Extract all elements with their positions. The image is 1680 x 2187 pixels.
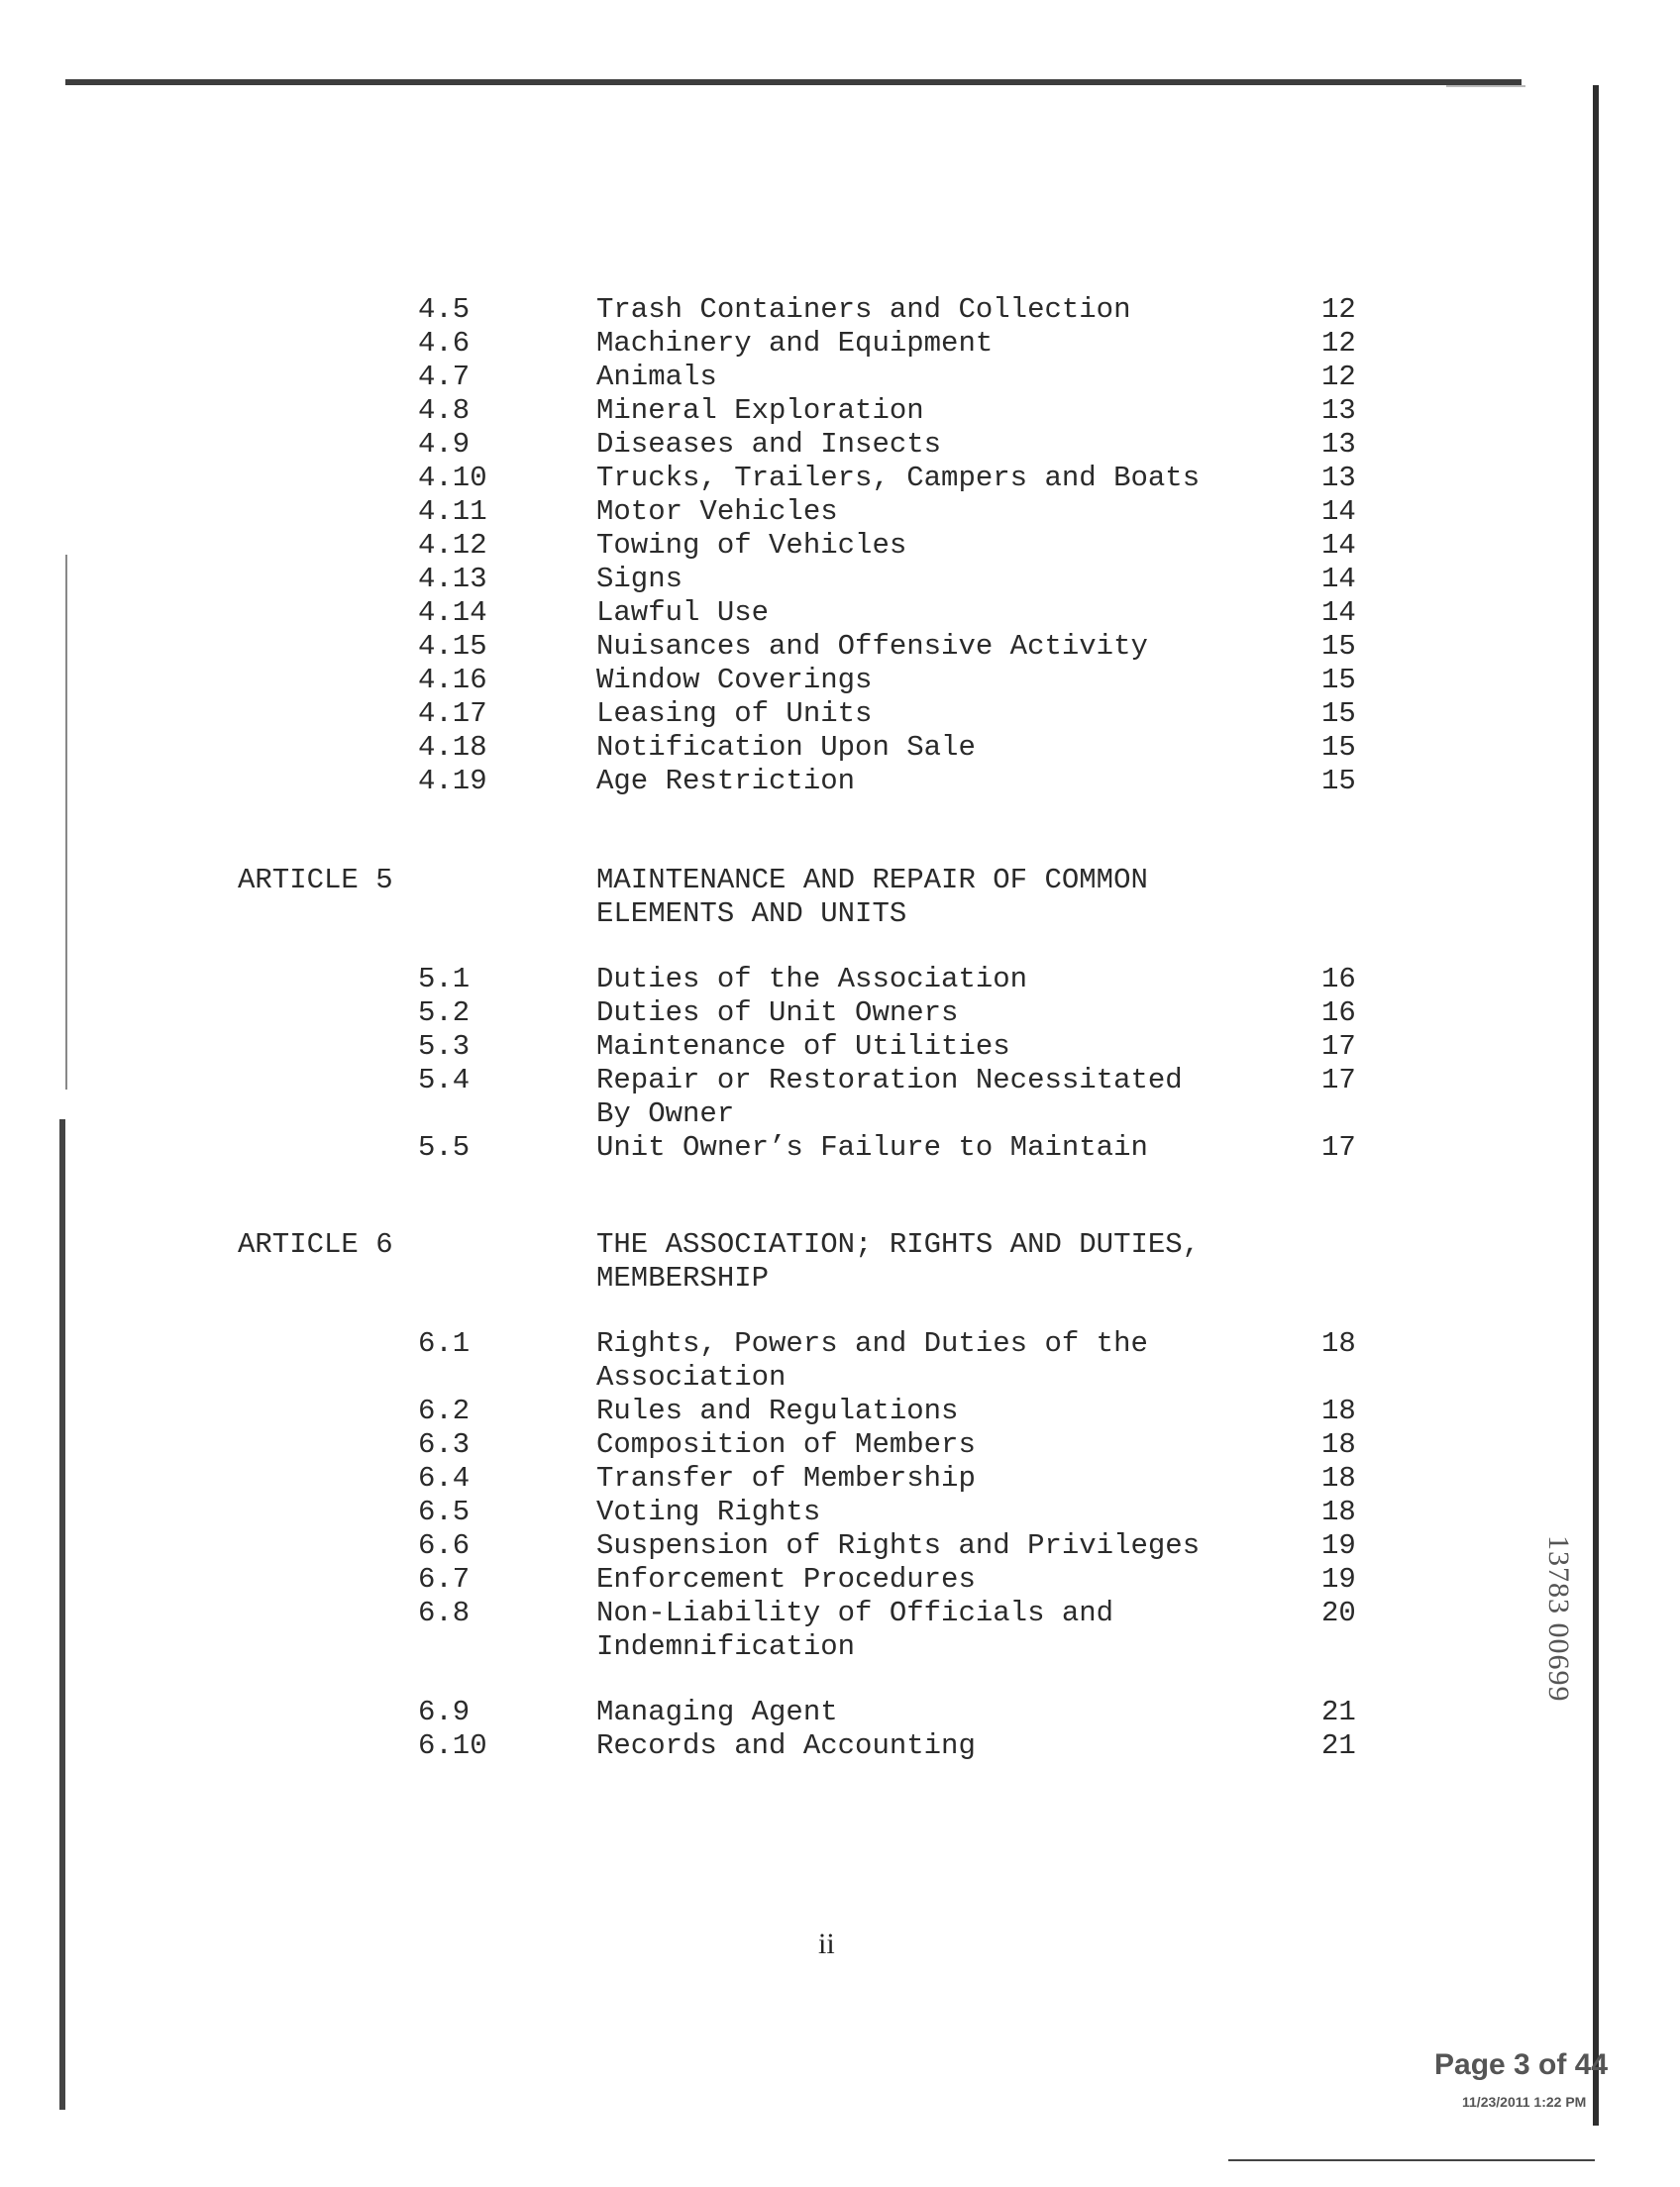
toc-row-title: Mineral Exploration (596, 394, 924, 427)
toc-row-page: 16 (1321, 996, 1356, 1029)
toc-row-title: Records and Accounting (596, 1729, 976, 1762)
toc-row-page: 14 (1321, 529, 1356, 562)
toc-row-number: 5.1 (418, 963, 471, 995)
toc-row-page: 18 (1321, 1395, 1356, 1427)
toc-row-page: 14 (1321, 596, 1356, 629)
toc-row-title: Maintenance of Utilities (596, 1030, 1010, 1063)
toc-row-page: 17 (1321, 1030, 1356, 1063)
toc-row-title: Animals (596, 361, 717, 393)
stamp-date: 11/23/2011 1:22 PM (1462, 2094, 1587, 2110)
toc-row-page: 15 (1321, 765, 1356, 797)
toc-row-title: Trash Containers and Collection (596, 293, 1131, 326)
toc-row-page: 13 (1321, 428, 1356, 461)
toc-row-number: 6.9 (418, 1696, 471, 1728)
toc-row-number: 6.8 (418, 1597, 471, 1629)
toc-row-number: 5.2 (418, 996, 471, 1029)
toc-row-page: 15 (1321, 664, 1356, 696)
toc-row-title: Motor Vehicles (596, 495, 838, 528)
footer-page-number: ii (818, 1927, 835, 1960)
top-rule (65, 79, 1522, 85)
toc-row-number: 4.15 (418, 630, 487, 663)
toc-row-title: Duties of Unit Owners (596, 996, 959, 1029)
toc-row-title: Unit Owner’s Failure to Maintain (596, 1131, 1148, 1164)
toc-row-title: Non-Liability of Officials and (596, 1597, 1114, 1629)
toc-row-page: 12 (1321, 361, 1356, 393)
toc-row-title: Machinery and Equipment (596, 327, 994, 360)
page-stamp: Page 3 of 44 (1434, 2048, 1609, 2081)
toc-row-title: Suspension of Rights and Privileges (596, 1529, 1201, 1562)
toc-row-page: 18 (1321, 1462, 1356, 1495)
toc-row-page: 15 (1321, 731, 1356, 764)
toc-row-title: Voting Rights (596, 1496, 821, 1528)
toc-row-number: 4.11 (418, 495, 487, 528)
toc-row-number: 5.3 (418, 1030, 471, 1063)
toc-row-number: 4.16 (418, 664, 487, 696)
toc-row-page: 15 (1321, 630, 1356, 663)
toc-row-number: 4.19 (418, 765, 487, 797)
toc-row-title: Nuisances and Offensive Activity (596, 630, 1148, 663)
toc-row-number: 4.18 (418, 731, 487, 764)
toc-row-title: Leasing of Units (596, 697, 873, 730)
toc-row-number: 6.6 (418, 1529, 471, 1562)
side-recording-number: 13783 00699 (1542, 1535, 1575, 1703)
toc-row-number: 4.8 (418, 394, 471, 427)
toc-row-number: 6.5 (418, 1496, 471, 1528)
toc-row-number: 4.13 (418, 563, 487, 595)
toc-row-title: By Owner (596, 1097, 735, 1130)
toc-row-page: 21 (1321, 1729, 1356, 1762)
toc-row-title: Rights, Powers and Duties of the (596, 1327, 1148, 1360)
toc-row-number: 4.6 (418, 327, 471, 360)
toc-row-page: 18 (1321, 1496, 1356, 1528)
toc-row-title: Association (596, 1361, 787, 1394)
toc-row-page: 12 (1321, 327, 1356, 360)
toc-row-title: Signs (596, 563, 683, 595)
article-label: ARTICLE 5 (238, 864, 393, 896)
toc-row-page: 14 (1321, 495, 1356, 528)
toc-row-page: 17 (1321, 1064, 1356, 1096)
toc-row-page: 12 (1321, 293, 1356, 326)
toc-row-title: Window Coverings (596, 664, 873, 696)
article-title: ELEMENTS AND UNITS (596, 897, 907, 930)
toc-row-number: 5.5 (418, 1131, 471, 1164)
toc-row-page: 20 (1321, 1597, 1356, 1629)
toc-row-number: 6.4 (418, 1462, 471, 1495)
toc-row-title: Indemnification (596, 1630, 856, 1663)
article-title: THE ASSOCIATION; RIGHTS AND DUTIES, (596, 1228, 1201, 1261)
top-rule-fade (1446, 85, 1525, 87)
toc-row-page: 13 (1321, 394, 1356, 427)
left-edge-mark (59, 1119, 65, 2110)
article-title: MEMBERSHIP (596, 1262, 770, 1295)
toc-row-title: Managing Agent (596, 1696, 838, 1728)
toc-row-number: 4.9 (418, 428, 471, 461)
toc-row-number: 4.7 (418, 361, 471, 393)
toc-row-title: Transfer of Membership (596, 1462, 976, 1495)
toc-row-page: 18 (1321, 1428, 1356, 1461)
toc-row-page: 17 (1321, 1131, 1356, 1164)
toc-row-title: Composition of Members (596, 1428, 976, 1461)
toc-row-number: 6.10 (418, 1729, 487, 1762)
right-edge-rule (1593, 85, 1599, 2126)
left-edge-thin-mark (65, 555, 67, 1090)
toc-row-title: Trucks, Trailers, Campers and Boats (596, 462, 1201, 494)
toc-row-title: Enforcement Procedures (596, 1563, 976, 1596)
toc-row-title: Towing of Vehicles (596, 529, 907, 562)
toc-row-page: 19 (1321, 1563, 1356, 1596)
toc-row-number: 4.12 (418, 529, 487, 562)
toc-row-title: Diseases and Insects (596, 428, 942, 461)
toc-row-title: Age Restriction (596, 765, 856, 797)
toc-row-page: 15 (1321, 697, 1356, 730)
article-title: MAINTENANCE AND REPAIR OF COMMON (596, 864, 1148, 896)
toc-row-title: Rules and Regulations (596, 1395, 959, 1427)
toc-row-number: 4.5 (418, 293, 471, 326)
toc-row-title: Lawful Use (596, 596, 770, 629)
toc-row-page: 18 (1321, 1327, 1356, 1360)
toc-row-title: Duties of the Association (596, 963, 1028, 995)
bottom-rule (1228, 2159, 1595, 2161)
toc-row-number: 4.10 (418, 462, 487, 494)
toc-row-page: 14 (1321, 563, 1356, 595)
toc-row-number: 5.4 (418, 1064, 471, 1096)
toc-row-title: Notification Upon Sale (596, 731, 976, 764)
toc-row-page: 13 (1321, 462, 1356, 494)
toc-row-title: Repair or Restoration Necessitated (596, 1064, 1183, 1096)
article-label: ARTICLE 6 (238, 1228, 393, 1261)
toc-row-page: 19 (1321, 1529, 1356, 1562)
toc-row-number: 6.7 (418, 1563, 471, 1596)
toc-row-number: 4.14 (418, 596, 487, 629)
toc-row-page: 16 (1321, 963, 1356, 995)
toc-row-number: 6.1 (418, 1327, 471, 1360)
toc-row-number: 4.17 (418, 697, 487, 730)
toc-row-number: 6.2 (418, 1395, 471, 1427)
toc-row-number: 6.3 (418, 1428, 471, 1461)
toc-row-page: 21 (1321, 1696, 1356, 1728)
